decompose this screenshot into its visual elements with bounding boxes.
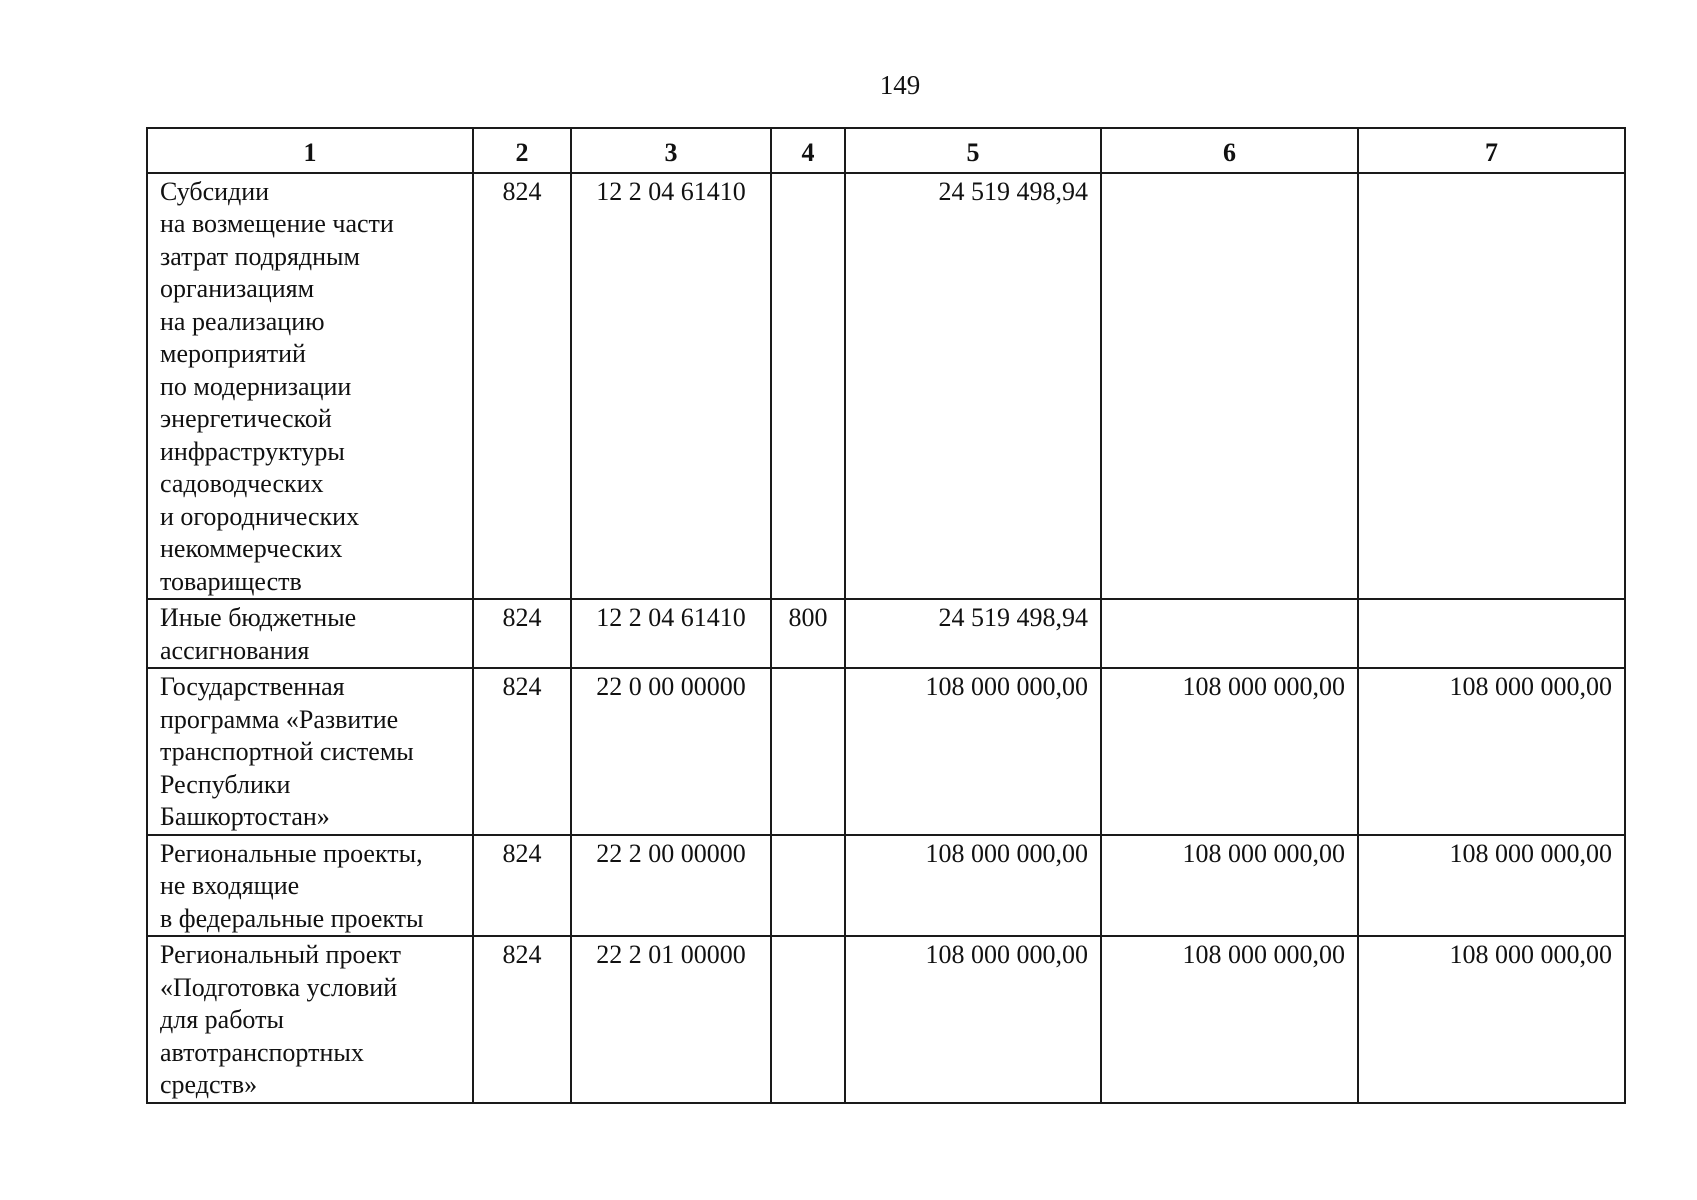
header-col-5: 5 <box>845 128 1101 173</box>
row-amount-2: 108 000 000,00 <box>1101 668 1358 835</box>
table-row <box>147 835 1625 937</box>
header-row <box>147 128 1625 173</box>
row-amount-2 <box>1101 599 1358 668</box>
row-amount-3: 108 000 000,00 <box>1358 835 1625 937</box>
row-expense-type <box>771 936 845 1103</box>
row-amount-3 <box>1358 599 1625 668</box>
row-name: Региональные проекты, не входящие в федеральные проекты <box>147 835 473 937</box>
row-amount-2: 108 000 000,00 <box>1101 936 1358 1103</box>
row-expense-type <box>771 835 845 937</box>
budget-table <box>146 127 1626 1104</box>
row-amount-1: 24 519 498,94 <box>845 173 1101 600</box>
table-row <box>147 173 1625 600</box>
header-col-1: 1 <box>147 128 473 173</box>
row-target-code: 12 2 04 61410 <box>571 173 771 600</box>
row-target-code: 22 0 00 00000 <box>571 668 771 835</box>
row-amount-1: 24 519 498,94 <box>845 599 1101 668</box>
row-amount-3: 108 000 000,00 <box>1358 668 1625 835</box>
header-col-3: 3 <box>571 128 771 173</box>
row-amount-1: 108 000 000,00 <box>845 936 1101 1103</box>
header-col-2: 2 <box>473 128 571 173</box>
row-amount-2 <box>1101 173 1358 600</box>
row-amount-1: 108 000 000,00 <box>845 835 1101 937</box>
row-name: Региональный проект «Подготовка условий для работы автотранспортных средств» <box>147 936 473 1103</box>
header-col-4: 4 <box>771 128 845 173</box>
page-number: 149 <box>879 70 921 100</box>
row-name: Государственная программа «Развитие транспортной системы Республики Башкортостан» <box>147 668 473 835</box>
table-row <box>147 936 1625 1103</box>
table-row <box>147 599 1625 668</box>
row-admin-code: 824 <box>473 668 571 835</box>
row-admin-code: 824 <box>473 599 571 668</box>
row-name: Субсидии на возмещение части затрат подрядным организациям на реализацию мероприятий по модернизации энергетической инфраструктуры садоводческих и огороднических некоммерческих товариществ <box>147 173 473 600</box>
row-name: Иные бюджетные ассигнования <box>147 599 473 668</box>
table-row <box>147 668 1625 835</box>
row-amount-2: 108 000 000,00 <box>1101 835 1358 937</box>
row-amount-3: 108 000 000,00 <box>1358 936 1625 1103</box>
row-admin-code: 824 <box>473 936 571 1103</box>
row-expense-type <box>771 668 845 835</box>
row-admin-code: 824 <box>473 835 571 937</box>
row-target-code: 22 2 00 00000 <box>571 835 771 937</box>
row-target-code: 22 2 01 00000 <box>571 936 771 1103</box>
row-amount-1: 108 000 000,00 <box>845 668 1101 835</box>
header-col-7: 7 <box>1358 128 1625 173</box>
row-amount-3 <box>1358 173 1625 600</box>
row-admin-code: 824 <box>473 173 571 600</box>
row-target-code: 12 2 04 61410 <box>571 599 771 668</box>
header-col-6: 6 <box>1101 128 1358 173</box>
row-expense-type <box>771 173 845 600</box>
row-expense-type: 800 <box>771 599 845 668</box>
